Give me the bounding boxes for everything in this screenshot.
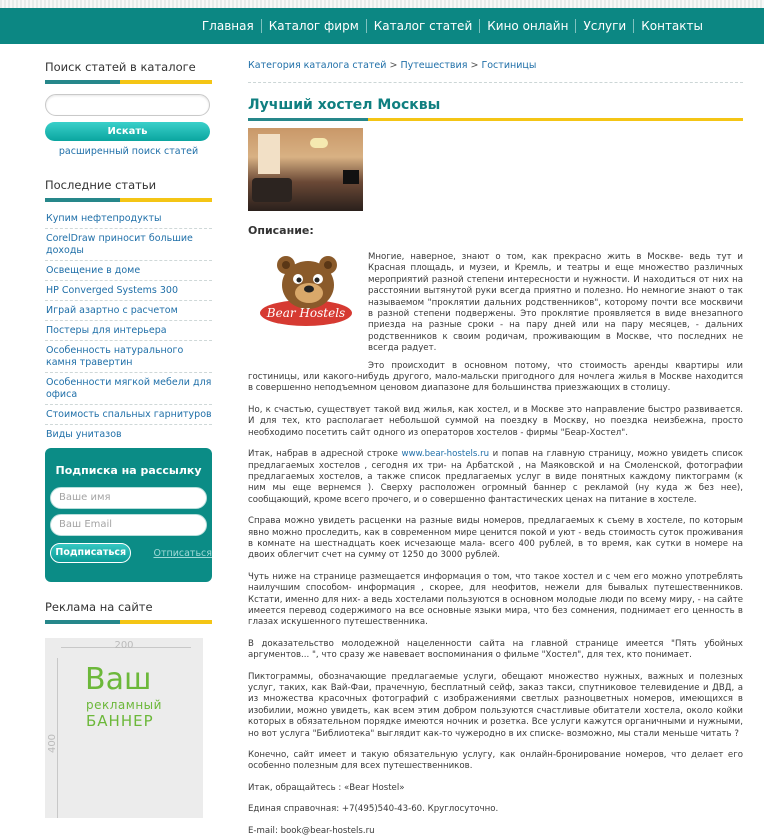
banner-height-label: 400: [47, 733, 59, 754]
article-paragraph: Но, к счастью, существует такой вид жилья, как хостел, и в Москве это направление быстро развивается. И для тех, кто располагает небольшой суммой на поездку в Москву, но поездка неизбежна, просто необходимо посетить сайт одного из операторов хостелов - фирмы "Беар-Хостел".: [248, 404, 743, 438]
logo-text: Bear Hostels: [266, 306, 346, 320]
breadcrumb-item[interactable]: Гостиницы: [481, 60, 537, 71]
bear-hostels-link[interactable]: www.bear-hostels.ru: [401, 449, 490, 460]
divider: [248, 82, 743, 83]
article-paragraph: Многие, наверное, знают о том, как прекрасно жить в Москве- ведь тут и Красная площадь, и музеи, и Кремль, и театры и еще множество различных мероприятий разной степени интересности и нужности. И находиться от них на расстоянии вытянутой руки всегда приятно и полезно. Но немногие знают о так называемом "проклятии дальних родственников", которому почти все москвичи в разной степени подвержены. Это проклятие проявляется в виде внезапного приезда на разные сроки - на пару дней или на пару месяцев, - дальних родственников к своим родичам, проживающим в Москве, что последних не всегда радует.: [368, 252, 743, 354]
article-paragraph: Конечно, сайт имеет и такую обязательную услугу, как онлайн-бронирование номеров, что делает его особенно полезным для всех путешественников.: [248, 750, 743, 772]
list-item[interactable]: Освещение в доме: [45, 261, 212, 281]
breadcrumb-item[interactable]: Путешествия: [400, 60, 468, 71]
article-paragraph: E-mail: book@bear-hostels.ru: [248, 825, 375, 836]
list-item[interactable]: Особенность натурального камня травертин: [45, 341, 212, 373]
article-paragraph: В доказательство молодежной нацеленности сайта на главной странице имеется "Пять убойных аргументов... ", что сразу же навевает воспоминания о фильме "Хостел", для тех, кто понимает.: [248, 638, 743, 661]
banner-line-2: рекламный: [86, 698, 162, 712]
search-section-title: Поиск статей в каталоге: [45, 60, 196, 74]
breadcrumb: Категория каталога статей > Путешествия > Гостиницы: [248, 60, 537, 71]
nav-contacts[interactable]: Контакты: [633, 19, 710, 33]
list-item[interactable]: Особенности мягкой мебели для офиса: [45, 373, 212, 405]
name-field[interactable]: Ваше имя: [50, 487, 207, 509]
unsubscribe-link[interactable]: Отписаться: [153, 547, 212, 559]
banner-width-label: 200: [114, 640, 134, 651]
subscribe-actions: [45, 543, 212, 563]
article-paragraph: Чуть ниже на странице размещается информация о том, что такое хостел и с чем его можно употреблять наилучшим способом- информация , скорее, для неофитов, нежели для бывалых путешественников. Кстати, именно для них- а ведь хостелами пользуются в основном молодые люди по всему миру, - на сайте имеется перевод содержимого на все основные языки мира, что без сомнения, поднимает его ценность в глазах искушенного путешественника.: [248, 571, 743, 628]
article-paragraph: Итак, обращайтесь : «Bear Hostel»: [248, 782, 405, 793]
nav-services[interactable]: Услуги: [575, 19, 633, 33]
page-title: Лучший хостел Москвы: [248, 97, 441, 113]
nav-home[interactable]: Главная: [201, 19, 254, 33]
search-button[interactable]: Искать: [45, 122, 210, 141]
article-paragraph: Это происходит в основном потому, что стоимость аренды квартиры или гостиницы, или какого-нибудь другого, мало-мальски пригодного для ночлега жилья в Москве находится в совершенно неподъемном ценовом диапазоне для большинства приезжающих в столицу.: [248, 360, 743, 394]
article-paragraph: Пиктограммы, обозначающие предлагаемые услуги, обещают множество нужных, важных и полезных услуг, таких, как Вай-Фаи, прачечную, бесплатный сейф, заказ такси, спутниковое телевидение и ДВД, а из множества красочных фотографий с изображениями светлых разноцветных номеров, имеющихся в изобилии, можно увидеть, как всем этим добром пользуются счастливые обитатели хостела, около койки которых в обязательном порядке имеются ночник и розетка. Все услуги кажутся органичными и нужными, но вот услуга "Библиотека" выглядит как-то чужеродно в их списке- возможно, мы стали меньше читать ?: [248, 671, 743, 739]
title-underline: [248, 118, 743, 121]
latest-articles-list: [45, 209, 212, 444]
ads-title: Реклама на сайте: [45, 600, 153, 614]
header-bar: [0, 0, 764, 44]
list-item[interactable]: HP Converged Systems 300: [45, 281, 212, 301]
ad-banner[interactable]: [45, 638, 203, 818]
list-item[interactable]: CorelDraw приносит большие доходы: [45, 229, 212, 261]
banner-line-3: БАННЕР: [86, 712, 154, 730]
article-paragraph: Единая справочная: +7(495)540-43-60. Круглосуточно.: [248, 804, 499, 815]
hostel-photo: [248, 128, 363, 211]
breadcrumb-item[interactable]: Категория каталога статей: [248, 60, 387, 71]
list-item[interactable]: Виды унитазов: [46, 429, 122, 440]
article-paragraph: Итак, набрав в адресной строке www.bear-hostels.ru и попав на главную страницу, можно увидеть список предлагаемых хостелов , сегодня их три- на Арбатской , на Маяковской и на Смоленской, фотографии предлагаемых хостелов, а также список предлагаемых услуг в виде понятных каждому пиктограмм (к ним мы еще вернемся ). Сверху расположен огромный баннер с рекламой (ну куда ж без нее), сообщающий, кроме всего прочего, и о совершенно фантастических ценах на питание в хостеле.: [248, 449, 743, 505]
main-content: [248, 60, 743, 837]
nav-movies[interactable]: Кино онлайн: [479, 19, 575, 33]
bear-hostels-logo: [256, 247, 360, 333]
section-underline: [45, 198, 212, 202]
list-item[interactable]: Купим нефтепродукты: [45, 209, 212, 229]
search-input[interactable]: [45, 94, 210, 116]
nav-articles-catalog[interactable]: Каталог статей: [366, 19, 479, 33]
advanced-search-link[interactable]: расширенный поиск статей: [58, 146, 199, 157]
list-item[interactable]: Постеры для интерьера: [45, 321, 212, 341]
nav-firms-catalog[interactable]: Каталог фирм: [261, 19, 366, 33]
list-item[interactable]: Играй азартно с расчетом: [45, 301, 212, 321]
list-item[interactable]: Стоимость спальных гарнитуров: [45, 405, 212, 425]
description-heading: Описание:: [248, 224, 314, 237]
section-underline: [45, 80, 212, 84]
latest-articles-title: Последние статьи: [45, 178, 157, 192]
section-underline: [45, 620, 212, 624]
email-field[interactable]: Ваш Email: [50, 514, 207, 536]
subscribe-title: Подписка на рассылку: [55, 464, 202, 477]
ads-section: [45, 600, 212, 818]
sidebar: [45, 60, 212, 463]
subscribe-box: [45, 448, 212, 582]
subscribe-button[interactable]: Подписаться: [50, 543, 131, 563]
article-paragraph: Справа можно увидеть расценки на разные виды номеров, предлагаемых к съему в хостеле, по которым явно можно проследить, как в современном мире ценится покой и уют - ведь стоимость суток проживания в комнате на шестнадцать коек исчезающе мала- всего 400 рублей, в то время, как сутки в номере на двоих облегчит счет на сумму от 1250 до 3000 рублей.: [248, 516, 743, 561]
banner-line-1: Ваш: [85, 662, 152, 697]
main-nav: [195, 19, 710, 33]
